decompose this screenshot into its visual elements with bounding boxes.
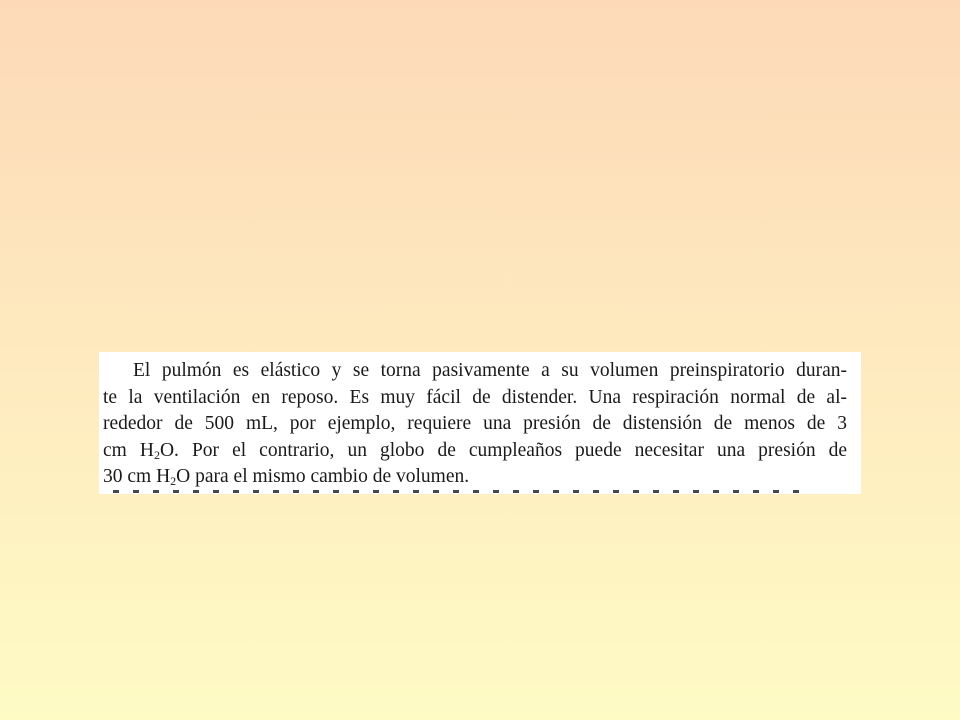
text-line-4-end: O. Por el contrario, un globo de cumpleaños puede necesitar una presión de [159,439,848,461]
subscript-2: 2 [170,474,177,489]
text-line-4 [103,438,847,465]
text-line-3: rededor de 500 mL, por ejemplo, requiere una presión de distensión de menos de 3 [103,413,847,435]
text-line-4-start: cm H [103,439,154,461]
text-line-5 [103,464,847,491]
paragraph [103,358,847,491]
cropped-next-line [113,490,847,494]
text-line-2: te la ventilación en reposo. Es muy fácil de distender. Una respiración normal de al- [103,386,847,408]
scanned-text-image [99,352,861,494]
subscript-2: 2 [153,447,160,462]
text-line-5-start: 30 cm H [103,466,171,488]
text-line-1: El pulmón es elástico y se torna pasivamente a su volumen preinspiratorio duran- [133,360,847,381]
text-line-5-end: O para el mismo cambio de volumen. [176,466,470,488]
